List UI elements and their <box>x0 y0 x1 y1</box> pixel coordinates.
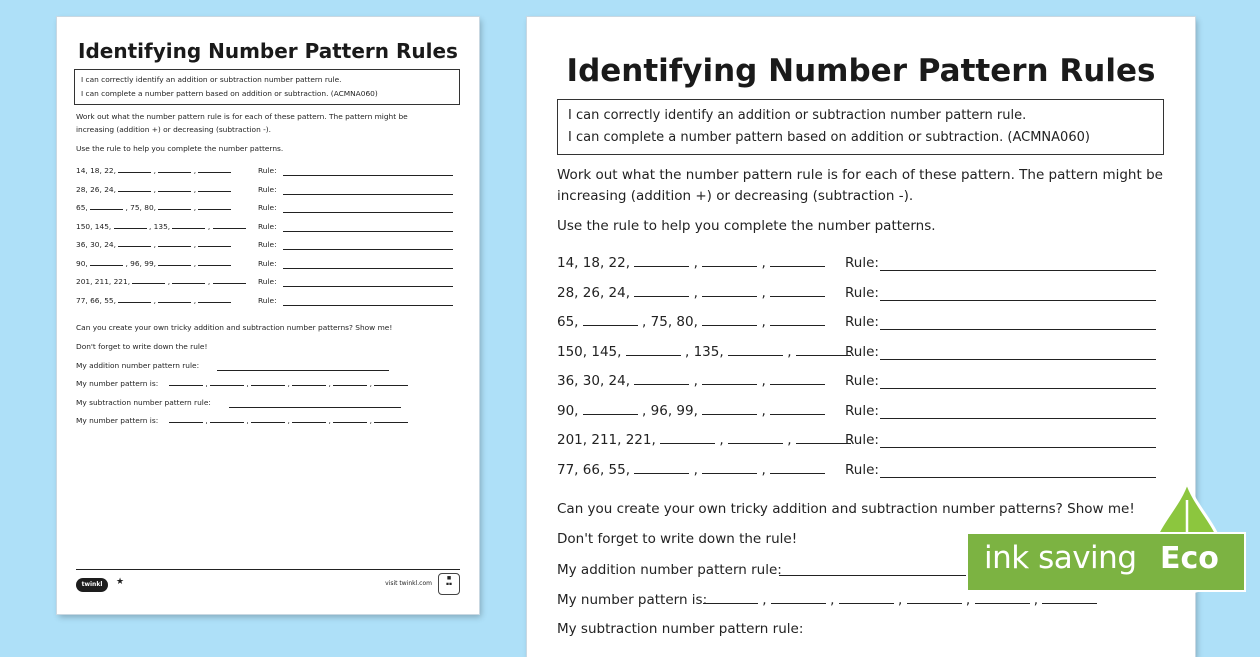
objectives-box <box>74 69 460 105</box>
answer-blank[interactable] <box>702 255 757 267</box>
rule-answer-line[interactable] <box>283 286 453 287</box>
pattern-separator: , <box>757 255 771 271</box>
pattern-separator: , <box>191 295 199 305</box>
pattern-separator: , <box>782 343 796 360</box>
pattern-row <box>76 259 231 268</box>
answer-blank[interactable] <box>634 373 689 385</box>
answer-blank[interactable] <box>114 222 147 229</box>
page-title: Identifying Number Pattern Rules <box>566 53 1156 89</box>
pattern-separator: , <box>191 258 199 268</box>
pattern-row <box>76 240 231 249</box>
rule-answer-line[interactable] <box>283 194 453 195</box>
answer-blank[interactable] <box>728 344 783 356</box>
rule-label: Rule: <box>258 203 277 212</box>
objective-2: I can complete a number pattern based on addition or subtraction. (ACMNA060) <box>81 89 378 98</box>
pattern-row <box>76 185 231 194</box>
pattern-separator: , <box>191 203 199 212</box>
pattern-separator: , <box>757 314 771 330</box>
pattern-row <box>557 432 851 448</box>
pattern-start: 28, 26, 24, <box>76 184 119 194</box>
answer-blank[interactable] <box>118 166 151 173</box>
eco-label: Eco <box>1160 541 1219 576</box>
instruction-3: Use the rule to help you complete the number patterns. <box>76 144 284 153</box>
pattern-separator: , <box>151 295 159 305</box>
answer-blank[interactable] <box>158 185 191 192</box>
reminder-text: Don't forget to write down the rule! <box>76 342 208 351</box>
subtraction-rule-label: My subtraction number pattern rule: <box>557 621 804 637</box>
pattern-row <box>76 203 231 212</box>
pattern-separator: , <box>757 402 771 419</box>
rule-label: Rule: <box>845 373 879 389</box>
answer-blank[interactable] <box>770 403 825 415</box>
answer-blank[interactable] <box>702 403 757 415</box>
objective-2: I can complete a number pattern based on addition or subtraction. (ACMNA060) <box>568 130 1090 145</box>
rule-label: Rule: <box>258 166 277 175</box>
answer-blank[interactable] <box>158 259 191 266</box>
pattern-start: 90, <box>76 258 91 268</box>
pattern-separator: , 96, 99, <box>123 258 159 268</box>
answer-blank[interactable] <box>702 285 757 297</box>
rule-answer-line[interactable] <box>283 231 453 232</box>
answer-blank[interactable] <box>158 296 191 303</box>
ink-saving-label: ink saving <box>984 540 1137 576</box>
subtraction-rule-label: My subtraction number pattern rule: <box>76 398 211 407</box>
rule-answer-line[interactable] <box>283 305 453 306</box>
rule-label: Rule: <box>845 343 879 360</box>
answer-blank[interactable] <box>728 432 783 444</box>
answer-blank[interactable] <box>770 373 825 385</box>
pattern-blanks-2: , , , , , <box>169 416 408 425</box>
answer-blank[interactable] <box>158 240 191 247</box>
objective-1: I can correctly identify an addition or subtraction number pattern rule. <box>81 75 342 84</box>
challenge-text: Can you create your own tricky addition and subtraction number patterns? Show me! <box>557 501 1135 517</box>
pattern-row <box>76 296 231 305</box>
pattern-start: 36, 30, 24, <box>557 373 635 389</box>
addition-rule-label: My addition number pattern rule: <box>557 562 782 578</box>
twinkl-badge-icon: ■ ▪▪ <box>438 573 460 595</box>
pattern-blanks: , , , , , <box>703 592 1097 608</box>
answer-blank[interactable] <box>198 203 231 210</box>
answer-blank[interactable] <box>796 344 851 356</box>
answer-blank[interactable] <box>770 285 825 297</box>
answer-blank[interactable] <box>583 403 638 415</box>
worksheet-preview-small <box>57 17 479 614</box>
answer-blank[interactable] <box>198 296 231 303</box>
objectives-box <box>557 99 1164 155</box>
instruction-2: increasing (addition +) or decreasing (subtraction -). <box>557 188 914 204</box>
pattern-separator: , 135, <box>680 343 728 360</box>
pattern-row <box>557 373 825 389</box>
pattern-row <box>76 222 246 231</box>
instruction-1: Work out what the number pattern rule is for each of these pattern. The pattern might be <box>557 167 1163 183</box>
pattern-separator: , <box>191 184 199 194</box>
answer-blank[interactable] <box>198 166 231 173</box>
pattern-start: 14, 18, 22, <box>557 255 635 271</box>
answer-blank[interactable] <box>583 314 638 326</box>
answer-blank[interactable] <box>198 240 231 247</box>
rule-label: Rule: <box>845 432 879 448</box>
reminder-text: Don't forget to write down the rule! <box>557 531 798 547</box>
answer-blank[interactable] <box>660 432 715 444</box>
pattern-separator: , <box>689 461 703 478</box>
pattern-start: 150, 145, <box>76 221 114 231</box>
pattern-row <box>557 344 851 360</box>
pattern-separator: , <box>689 373 703 389</box>
answer-blank[interactable] <box>158 203 191 210</box>
answer-blank[interactable] <box>158 166 191 173</box>
pattern-start: 150, 145, <box>557 343 626 360</box>
rule-answer-line[interactable] <box>880 300 1156 301</box>
answer-blank[interactable] <box>634 255 689 267</box>
pattern-row <box>76 166 231 175</box>
answer-blank[interactable] <box>770 462 825 474</box>
pattern-separator: , <box>205 221 213 231</box>
pattern-start: 201, 211, 221, <box>557 432 661 448</box>
instruction-3: Use the rule to help you complete the number patterns. <box>557 218 936 234</box>
pattern-start: 28, 26, 24, <box>557 284 635 301</box>
rule-answer-line[interactable] <box>283 175 453 176</box>
answer-blank[interactable] <box>118 240 151 247</box>
pattern-separator: , 75, 80, <box>123 203 159 212</box>
answer-blank[interactable] <box>770 314 825 326</box>
rule-answer-line[interactable] <box>880 329 1156 330</box>
answer-blank[interactable] <box>626 344 681 356</box>
rule-answer-line[interactable] <box>880 388 1156 389</box>
rule-label: Rule: <box>258 295 277 305</box>
pattern-blanks-1: , , , , , <box>169 379 408 388</box>
visit-text: visit twinkl.com <box>385 580 432 587</box>
rule-answer-line[interactable] <box>880 477 1156 478</box>
pattern-separator: , <box>165 277 173 286</box>
answer-blank[interactable] <box>172 222 205 229</box>
answer-blank[interactable] <box>634 285 689 297</box>
page-title: Identifying Number Pattern Rules <box>78 39 458 63</box>
pattern-separator: , <box>757 284 771 301</box>
pattern-start: 65, <box>76 203 91 212</box>
answer-blank[interactable] <box>90 203 123 210</box>
rule-label: Rule: <box>845 461 879 478</box>
star-icon: ★ <box>116 577 125 587</box>
answer-blank[interactable] <box>118 296 151 303</box>
answer-blank[interactable] <box>213 222 246 229</box>
rule-label: Rule: <box>258 184 277 194</box>
pattern-separator: , 96, 99, <box>637 402 703 419</box>
answer-blank[interactable] <box>213 277 246 284</box>
rule-answer-line[interactable] <box>880 447 1156 448</box>
page-footer <box>76 569 460 600</box>
pattern-separator: , <box>151 184 159 194</box>
rule-label: Rule: <box>845 314 879 330</box>
answer-blank[interactable] <box>118 185 151 192</box>
pattern-separator: , <box>715 432 728 448</box>
rule-label: Rule: <box>258 258 277 268</box>
answer-blank[interactable] <box>172 277 205 284</box>
subtraction-rule-line <box>229 407 401 408</box>
addition-rule-label: My addition number pattern rule: <box>76 361 200 370</box>
rule-answer-line[interactable] <box>880 270 1156 271</box>
rule-label: Rule: <box>845 402 879 419</box>
instruction-2: increasing (addition +) or decreasing (subtraction -). <box>76 125 271 134</box>
answer-blank[interactable] <box>634 462 689 474</box>
pattern-separator: , 135, <box>146 221 173 231</box>
pattern-separator: , <box>191 240 199 249</box>
pattern-row <box>557 314 825 330</box>
pattern-separator: , <box>191 166 199 175</box>
rule-answer-line[interactable] <box>880 359 1156 360</box>
pattern-start: 36, 30, 24, <box>76 240 119 249</box>
rule-answer-line[interactable] <box>283 249 453 250</box>
addition-rule-line <box>779 575 969 576</box>
answer-blank[interactable] <box>770 255 825 267</box>
rule-answer-line[interactable] <box>283 268 453 269</box>
rule-answer-line[interactable] <box>283 212 453 213</box>
objective-1: I can correctly identify an addition or subtraction number pattern rule. <box>568 108 1027 123</box>
instruction-1: Work out what the number pattern rule is for each of these pattern. The pattern might be <box>76 112 408 121</box>
rule-label: Rule: <box>845 284 879 301</box>
pattern-start: 14, 18, 22, <box>76 166 119 175</box>
pattern-start: 65, <box>557 314 583 330</box>
pattern-label-2: My number pattern is: <box>76 416 159 425</box>
pattern-row <box>557 255 825 271</box>
pattern-separator: , 75, 80, <box>637 314 703 330</box>
rule-label: Rule: <box>258 221 277 231</box>
pattern-row <box>76 277 246 286</box>
pattern-label-1: My number pattern is: <box>76 379 159 388</box>
rule-label: Rule: <box>845 255 879 271</box>
answer-blank[interactable] <box>702 373 757 385</box>
pattern-separator: , <box>782 432 796 448</box>
addition-rule-line <box>217 370 389 371</box>
pattern-row <box>557 462 825 478</box>
answer-blank[interactable] <box>702 462 757 474</box>
pattern-separator: , <box>689 255 703 271</box>
pattern-start: 77, 66, 55, <box>557 461 635 478</box>
answer-blank[interactable] <box>198 259 231 266</box>
challenge-text: Can you create your own tricky addition and subtraction number patterns? Show me! <box>76 323 393 332</box>
answer-blank[interactable] <box>796 432 851 444</box>
pattern-separator: , <box>151 240 159 249</box>
pattern-separator: , <box>757 461 771 478</box>
pattern-start: 90, <box>557 402 583 419</box>
answer-blank[interactable] <box>702 314 757 326</box>
pattern-row <box>557 403 825 419</box>
pattern-start: 77, 66, 55, <box>76 295 119 305</box>
rule-label: Rule: <box>258 277 277 286</box>
pattern-separator: , <box>151 166 159 175</box>
rule-answer-line[interactable] <box>880 418 1156 419</box>
answer-blank[interactable] <box>132 277 165 284</box>
answer-blank[interactable] <box>198 185 231 192</box>
pattern-start: 201, 211, 221, <box>76 277 133 286</box>
pattern-separator: , <box>205 277 213 286</box>
pattern-separator: , <box>757 373 771 389</box>
pattern-label: My number pattern is: <box>557 592 708 608</box>
pattern-separator: , <box>689 284 703 301</box>
twinkl-logo: twinkl <box>76 578 108 592</box>
answer-blank[interactable] <box>90 259 123 266</box>
pattern-row <box>557 285 825 301</box>
rule-label: Rule: <box>258 240 277 249</box>
